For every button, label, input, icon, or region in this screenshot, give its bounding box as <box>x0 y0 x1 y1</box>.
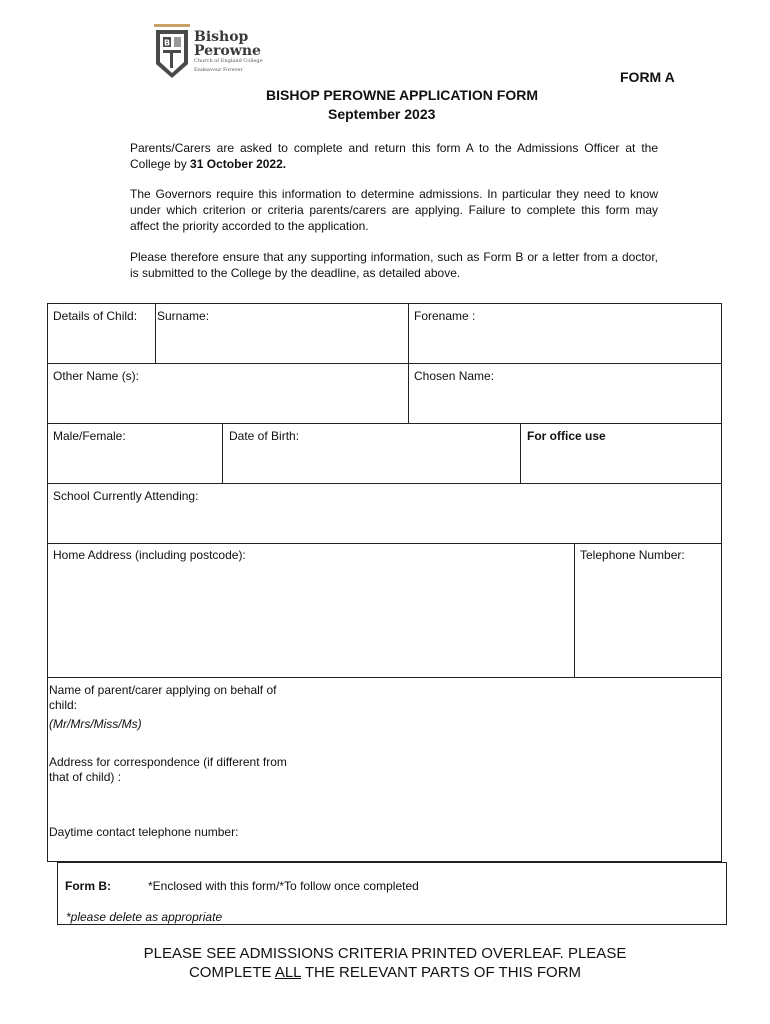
male-female-label: Male/Female: <box>53 429 126 443</box>
logo-wordmark <box>194 30 261 58</box>
intro-paragraph-1 <box>130 140 658 172</box>
page-subtitle: September 2023 <box>328 106 436 122</box>
row-divider <box>47 677 722 678</box>
logo-subtitle: Church of England College <box>194 58 263 64</box>
logo-name-line2: Perowne <box>194 43 261 59</box>
form-b-note: *please delete as appropriate <box>66 910 223 924</box>
footer-line-2-emphasis: ALL <box>274 964 301 981</box>
footer-line-2-pre: COMPLETE <box>188 964 275 981</box>
surname-label: Surname: <box>157 309 210 323</box>
chosen-name-label: Chosen Name: <box>414 369 495 383</box>
page-title: BISHOP PEROWNE APPLICATION FORM <box>266 87 538 103</box>
row-divider <box>47 543 722 544</box>
logo-motto: Endeavour Forever <box>194 67 243 73</box>
form-b-label: Form B: <box>65 879 111 893</box>
column-divider <box>574 543 575 678</box>
intro-p1-text: Parents/Carers are asked to complete and return this form A to the Admissions Officer at the College by <box>130 141 658 171</box>
office-use-label: For office use <box>527 429 606 443</box>
row-divider <box>47 483 722 484</box>
row-divider <box>47 423 722 424</box>
home-address-label: Home Address (including postcode): <box>53 548 246 562</box>
daytime-phone-label: Daytime contact telephone number: <box>49 825 239 839</box>
intro-p1-deadline: 31 October 2022. <box>190 157 287 171</box>
footer-line-2-post: THE RELEVANT PARTS OF THIS FORM <box>300 964 582 981</box>
form-b-status: *Enclosed with this form/*To follow once completed <box>148 879 419 893</box>
other-name-label: Other Name (s): <box>53 369 140 383</box>
footer-notice <box>60 944 710 982</box>
correspondence-label: Address for correspondence (if different from that of child) : <box>49 755 287 784</box>
row-divider <box>47 363 722 364</box>
telephone-label: Telephone Number: <box>580 548 685 562</box>
form-label: FORM A <box>620 69 675 85</box>
intro-paragraph-3: Please therefore ensure that any supporting information, such as Form B or a letter from a doctor, is submitted to the College by the deadline, as detailed above. <box>130 250 658 280</box>
shield-letter: B <box>164 38 171 48</box>
column-divider <box>520 423 521 484</box>
footer-line-2 <box>60 963 710 982</box>
school-label: School Currently Attending: <box>53 489 199 503</box>
forename-label: Forename : <box>414 309 476 323</box>
logo-name-line1: Bishop <box>194 29 249 45</box>
intro-paragraph-2: The Governors require this information to determine admissions. In particular they need to know under which criterion or criteria parents/carers are applying. Failure to complete this form may affect the priority accorded to the application. <box>130 187 658 233</box>
column-divider <box>222 423 223 484</box>
footer-line-1: PLEASE SEE ADMISSIONS CRITERIA PRINTED OVERLEAF. PLEASE <box>143 945 627 962</box>
parent-name-label: Name of parent/carer applying on behalf of child: <box>49 683 277 712</box>
parent-title-label: (Mr/Mrs/Miss/Ms) <box>49 717 142 731</box>
date-of-birth-label: Date of Birth: <box>229 429 300 443</box>
details-of-child-label: Details of Child: <box>53 309 138 323</box>
column-divider <box>408 363 409 424</box>
